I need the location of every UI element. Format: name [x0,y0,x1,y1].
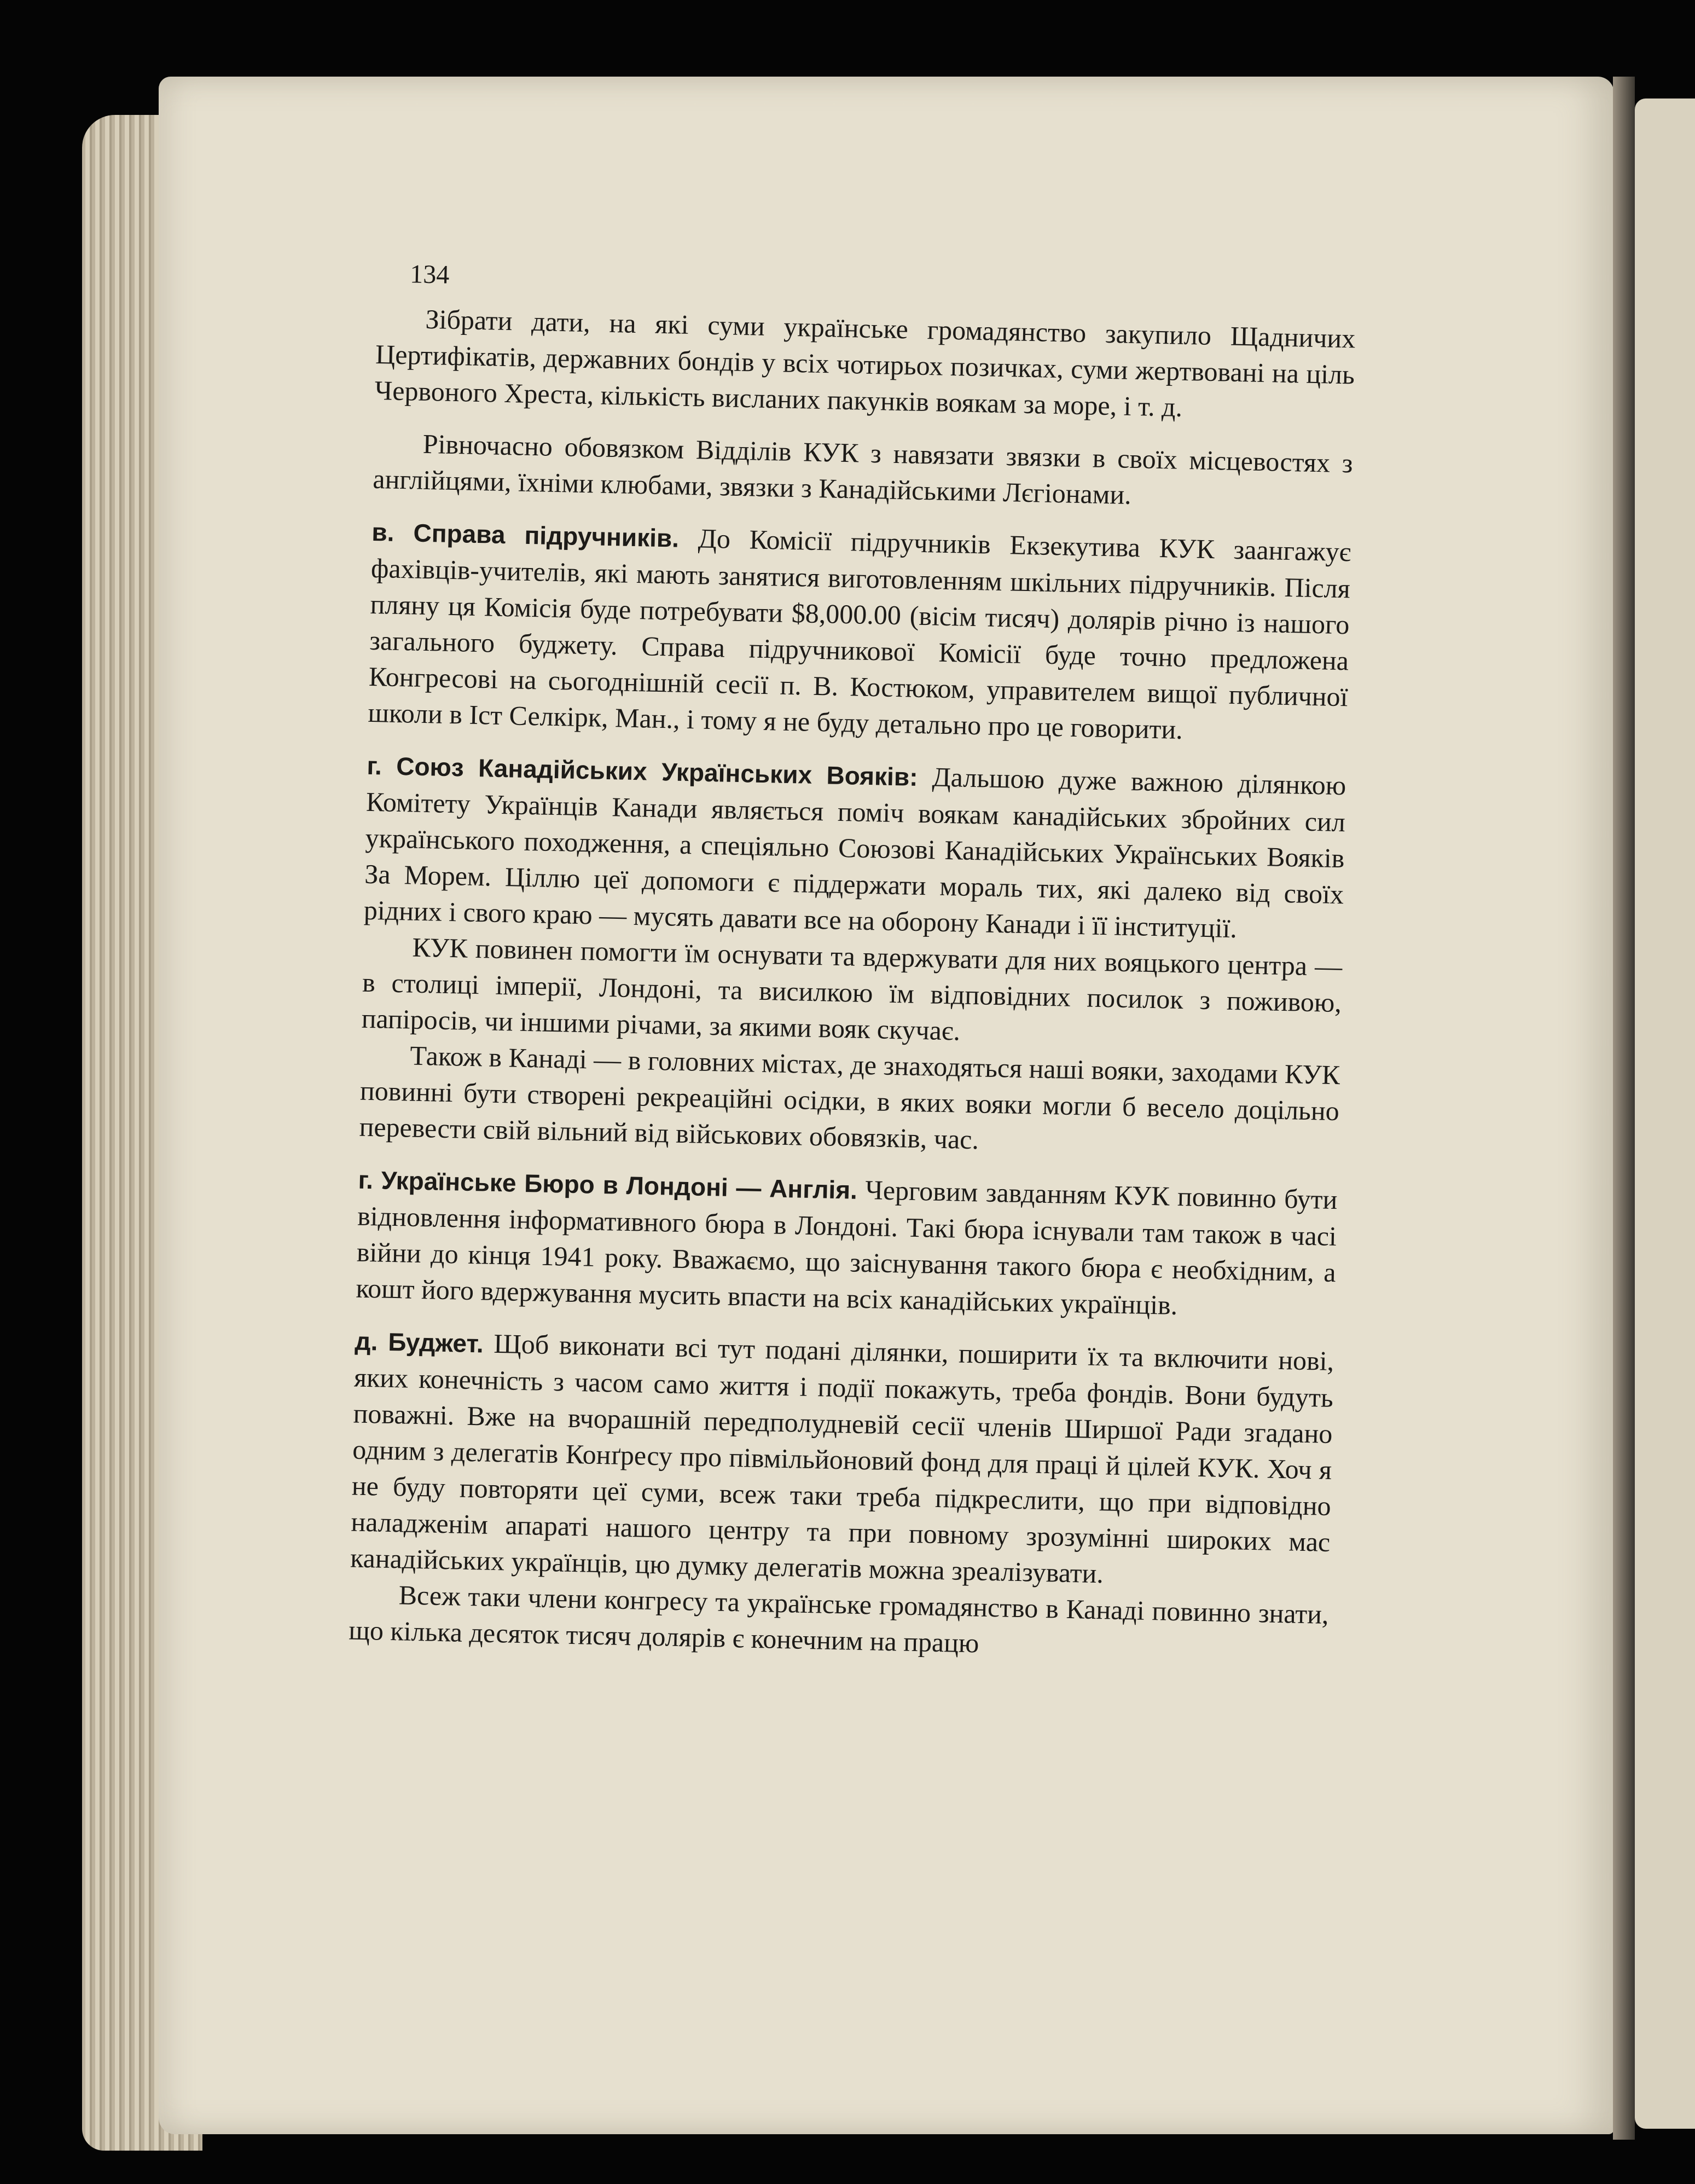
book-gutter [1613,77,1635,2140]
paragraph-branch-duties [373,425,1353,517]
section-heading: г. Союз Канадійських Українських Вояків: [367,751,919,791]
paragraph-text: До Комісії підручників Екзекутива КУК заангажує фахівців-учителів, які мають занятися виготовленням шкільних підручників. Після пляну ця Комісія буде потребувати $8,000.00 (вісім тисяч) долярів річно із нашого загального буджету. Справа підручникової Комісії буде точно предложена Конгресові на сьогоднішній сесії п. В. Костюком, управителем вищої публичної школи в Іст Селкірк, Ман., і тому я не буду детально про це говорити. [367,523,1351,745]
section-budget [350,1323,1334,1596]
section-veterans-union [363,747,1346,948]
facing-page-edge [1635,99,1695,2129]
paragraph-text: Також в Канаді — в головних містах, де знаходяться наші вояки, заходами КУК повинні бути створені рекреаційні осідки, в яких вояки могли б весело доцільно перевести свій вільний від військових обовязків, час. [359,1040,1340,1155]
section-london-bureau [356,1161,1338,1326]
paragraph-text: Всеж таки члени конгресу та українське громадянство в Канаді повинно знати, що кілька десяток тисяч долярів є конечним на працю [348,1579,1330,1659]
paragraph-text: Дальшою дуже важною ділянкою Комітету Українців Канади являється поміч воякам канадійських збройних сил українського походження, а спеціяльно Союзові Канадійських Українських Вояків За Морем. Ціллю цеї допомоги є піддержати мораль тих, які далеко від своїх рідних і свого краю — мусять давати все на оборону Канади і її інституції. [363,761,1346,944]
paragraph-text: Черговим завданням КУК повинно бути відновлення інформативного бюра в Лондоні. Такі бюра існували там також в часі війни до кінця 1941 року. Вважаємо, що заіснування такого бюра є необхідним, а кошт його вдержування мусить впасти на всіх канадійських українців. [355,1174,1338,1321]
paragraph-text: КУК повинен помогти їм оснувати та вдержувати для них вояцького центра — в столиці імперії, Лондоні, та висилкою їм відповідних посилок з поживою, папіросів, чи іншими річами, за якими вояк скучає. [361,931,1343,1046]
paragraph-text: Щоб виконати всі тут подані ділянки, поширити їх та включити нові, яких конечність з часом само життя і події покажуть, треба фондів. Вони будуть поважні. Вже на вчорашній передполудневій сесії членів Ширшої Ради згадано одним з делегатів Конґресу про півмільйоновий фонд для праці й цілей КУК. Хоч я не буду повторяти цеї суми, всеж таки треба підкреслити, що при відповідно наладженім апараті нашого центру та при повному зрозумінні широких мас канадійських українців, цю думку делегатів можна зреалізувати. [350,1328,1334,1589]
page-number: 134 [409,259,450,289]
section-textbooks [368,513,1351,751]
paragraph-soldier-center [361,928,1343,1057]
section-heading: г. Українське Бюро в Лондоні — Англія. [358,1165,858,1204]
page-content [348,257,1356,1685]
paragraph-text: Рівночасно обовязком Відділів КУК з навязати звязки в своїх місцевостях з англійцями, їхніми клюбами, звязки з Канадійськими Лєгіонами. [372,428,1354,510]
paragraph-recreation-centers [359,1036,1340,1165]
section-heading: в. Справа підручників. [371,517,680,553]
paragraph-text: Зібрати дати, на які суми українське громадянство закупило Щадничих Цертифікатів, державних бондів у всіх чотирьох позичках, суми жертвовані на ціль Червоного Хреста, кількість висланих пакунків воякам за море, і т. д. [374,303,1356,422]
paragraph-collect-data [374,300,1356,428]
section-heading: д. Буджет. [354,1326,484,1358]
